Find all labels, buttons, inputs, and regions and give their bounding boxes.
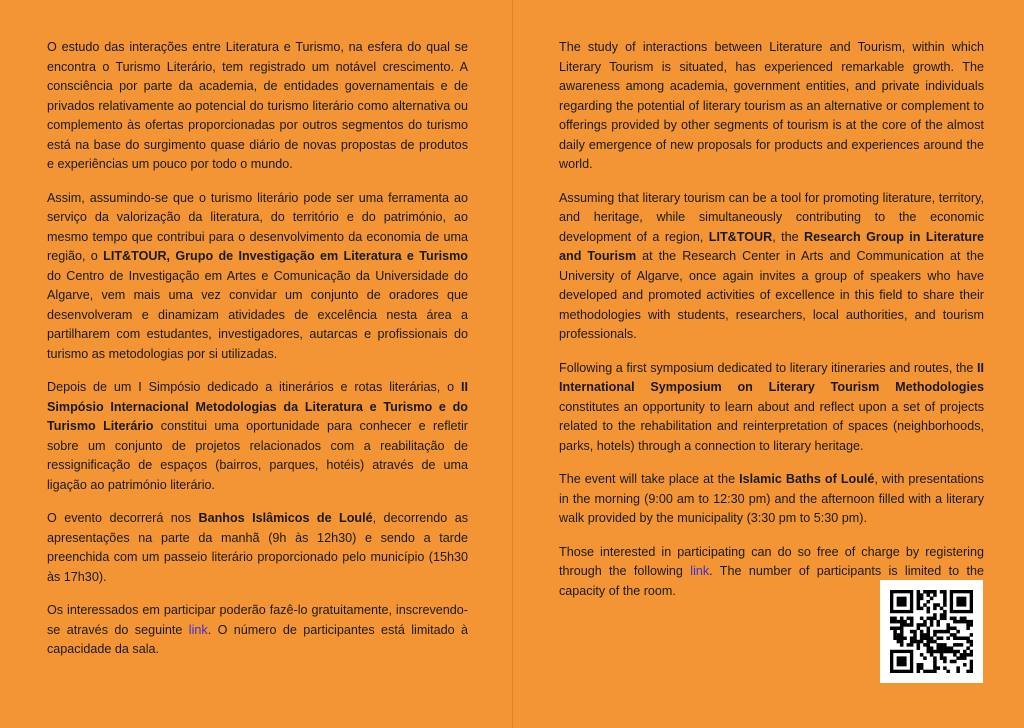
- pt-paragraph-1: [47, 38, 468, 175]
- en-paragraph-1: [559, 38, 984, 175]
- en-p2-text-a: Assuming that literary tourism can be a tool for promoting literature, territory, and heritage, while simultaneously contributing to the economic development of a region,: [559, 190, 984, 244]
- pt-p1-text: O estudo das interações entre Literatura e Turismo, na esfera do qual se encontra o Turismo Literário, tem registrado um notável crescimento. A consciência por parte da academia, de entidades governamentais e de privados relativamente ao potencial do turismo literário como alternativa ou complemento às ofertas proporcionadas por outros segmentos do turismo está na base do surgimento quase diário de novas propostas de produtos e experiências um pouco por todo o mundo.: [47, 40, 468, 171]
- en-p2-text-b: at the Research Center in Arts and Communication at the University of Algarve, once again invites a group of speakers who have developed and promoted activities of excellence in this field to share their methodologies with students, researchers, local authorities, and tourism professionals.: [559, 249, 984, 341]
- pt-symposium-name: II Simpósio Internacional Metodologias da Literatura e Turismo e do Turismo Literário: [47, 380, 468, 433]
- page-fold-divider: [512, 0, 513, 728]
- en-venue-name: Islamic Baths of Loulé: [739, 472, 875, 486]
- pt-p5-text-a: Os interessados em participar poderão fazê-lo gratuitamente, inscrevendo-se através do seguinte: [47, 603, 468, 637]
- en-symposium-name: II International Symposium on Literary Tourism Methodologies: [559, 360, 984, 394]
- qr-code-icon: [890, 590, 973, 673]
- en-group-acronym: LIT&TOUR: [708, 229, 773, 244]
- en-p3-text-b: constitutes an opportunity to learn about and reflect upon a set of projects related to the rehabilitation and reinterpretation of spaces (neighborhoods, parks, hotels) through a connection to literary heritage.: [559, 399, 984, 453]
- en-paragraph-2: [559, 189, 984, 345]
- english-page: [559, 38, 984, 615]
- en-p2-text-mid: , the: [772, 229, 805, 244]
- pt-p4-text-b: , decorrendo as apresentações na parte da manhã (9h às 12h30) e sendo a tarde preenchida com um passeio literário proporcionado pelo município (15h30 às 17h30).: [47, 511, 468, 584]
- en-p1-text: The study of interactions between Literature and Tourism, within which Literary Tourism is situated, has experienced remarkable growth. The awareness among academia, government entities, and private individuals regarding the potential of literary tourism as an alternative or complement to offerings provided by other segments of tourism is at the core of the almost daily emergence of new proposals for products and experiences around the world.: [559, 40, 984, 171]
- pt-p5-text-b: . O número de participantes está limitado à capacidade da sala.: [47, 622, 469, 656]
- en-registration-link[interactable]: link: [690, 564, 710, 578]
- pt-registration-link[interactable]: link: [188, 622, 208, 637]
- en-research-group-name: Research Group in Literature and Tourism: [559, 229, 984, 263]
- pt-p2-text-b: do Centro de Investigação em Artes e Comunicação da Universidade do Algarve, vem mais uma vez convidar um conjunto de oradores que desenvolveram e dinamizam atividades de excelência nesta área a partilharem com estudantes, investigadores, autarcas e profissionais do turismo as metodologias por si utilizadas.: [47, 268, 468, 361]
- pt-p4-text-a: O evento decorrerá nos: [47, 511, 199, 525]
- pt-p3-text-a: Depois de um I Simpósio dedicado a itinerários e rotas literárias, o: [47, 380, 461, 394]
- pt-venue-name: Banhos Islâmicos de Loulé: [198, 511, 373, 525]
- qr-code[interactable]: [880, 580, 983, 683]
- en-p4-text-a: The event will take place at the: [559, 472, 740, 486]
- en-p3-text-a: Following a first symposium dedicated to literary itineraries and routes, the: [559, 360, 977, 375]
- en-p4-text-b: , with presentations in the morning (9:00 am to 12:30 pm) and the afternoon filled with a literary walk provided by the municipality (3:30 pm to 5:30 pm).: [559, 472, 984, 525]
- pt-paragraph-5: [47, 601, 468, 660]
- pt-p3-text-b: constitui uma oportunidade para conhecer e refletir sobre um conjunto de projetos relacionados com a reabilitação de ressignificação de espaços (bairros, parques, hotéis) através de uma ligação ao património literário.: [47, 419, 468, 492]
- pt-research-group-name: LIT&TOUR, Grupo de Investigação em Literatura e Turismo: [103, 249, 468, 263]
- pt-paragraph-2: [47, 189, 468, 365]
- en-paragraph-3: [559, 359, 984, 457]
- pt-paragraph-3: [47, 378, 468, 495]
- en-paragraph-4: [559, 470, 984, 529]
- en-p5-text-a: Those interested in participating can do so free of charge by registering through the following: [559, 544, 984, 578]
- portuguese-page: [47, 38, 468, 674]
- pt-paragraph-4: [47, 509, 468, 587]
- pt-p2-text-a: Assim, assumindo-se que o turismo literário pode ser uma ferramenta ao serviço da valorização da literatura, do território e do património, ao mesmo tempo que contribui para o desenvolvimento da economia de uma região, o: [47, 190, 468, 263]
- en-p5-text-b: . The number of participants is limited to the capacity of the room.: [559, 564, 984, 598]
